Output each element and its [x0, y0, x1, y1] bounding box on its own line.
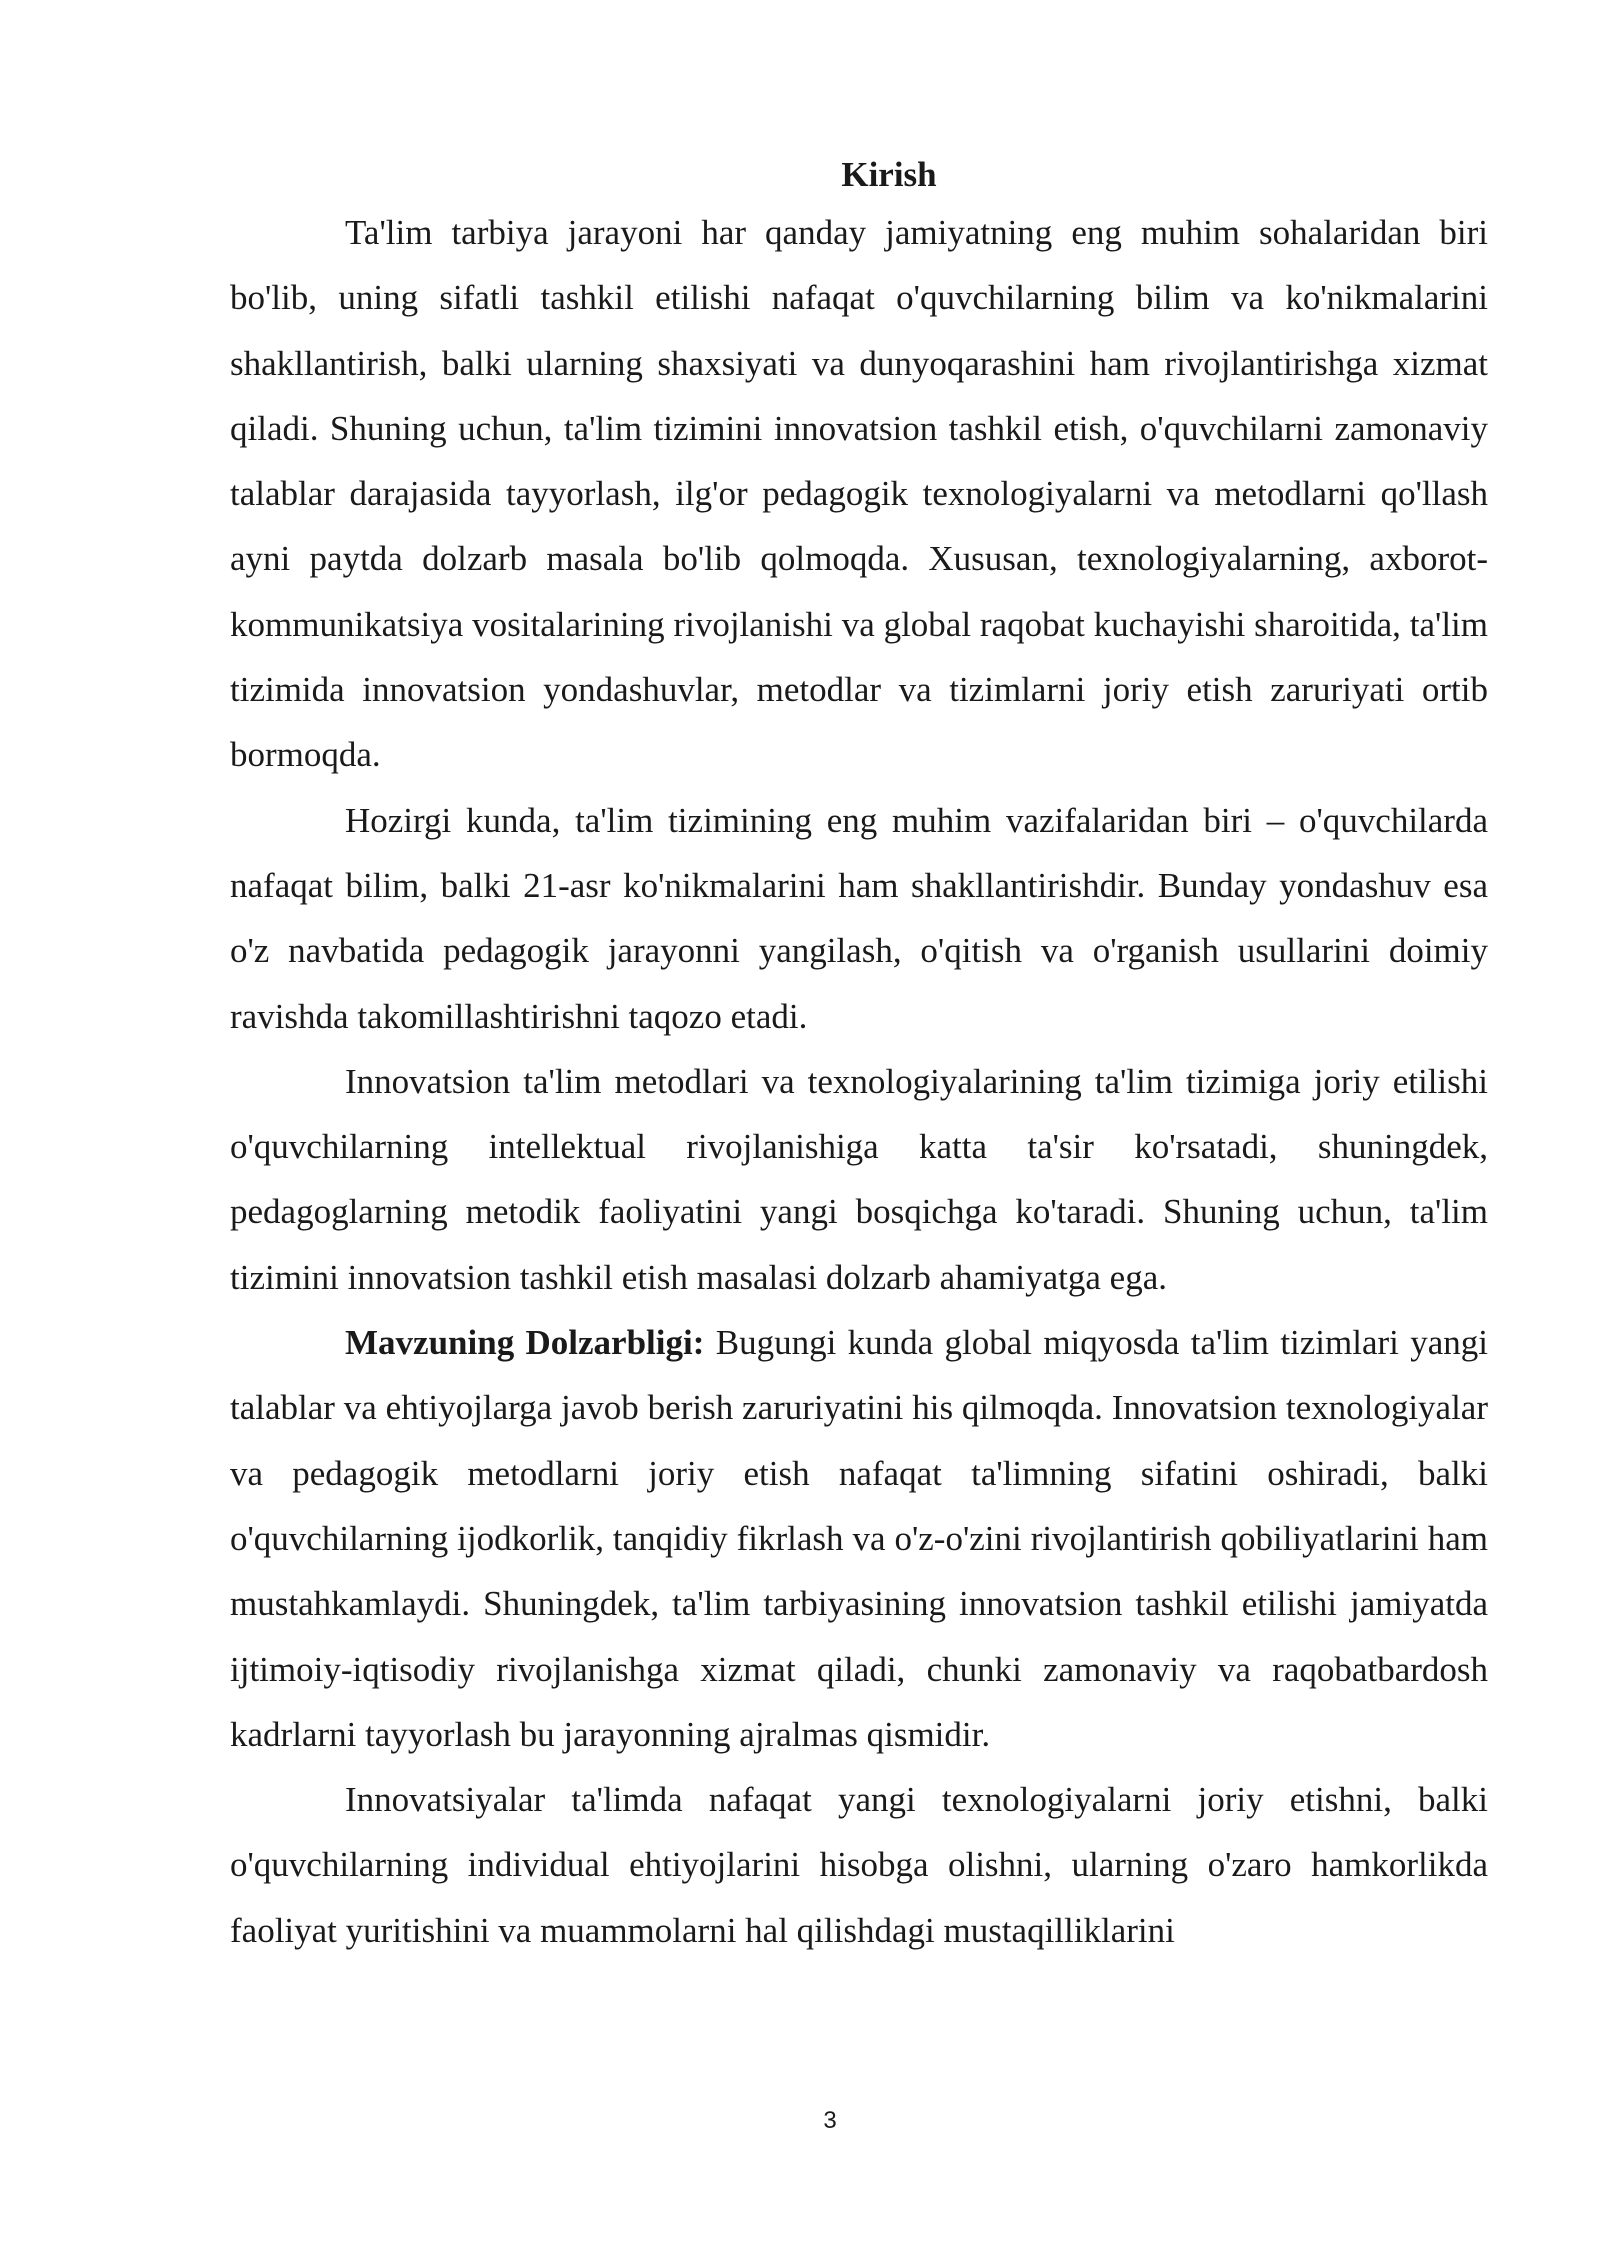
- paragraph-text: Ta'lim tarbiya jarayoni har qanday jamiyatning eng muhim sohalaridan biri bo'lib, uning sifatli tashkil etilishi nafaqat o'quvchilarning bilim va ko'nikmalarini shakllantirish, balki ularning shaxsiyati va dunyoqarashini ham rivojlantirishga xizmat qiladi. Shuning uchun, ta'lim tizimini innovatsion tashkil etish, o'quvchilarni zamonaviy talablar darajasida tayyorlash, ilg'or pedagogik texnologiyalarni va metodlarni qo'llash ayni paytda dolzarb masala bo'lib qolmoqda. Xususan, texnologiyalarning, axborot-kommunikatsiya vositalarining rivojlanishi va global raqobat kuchayishi sharoitida, ta'lim tizimida innovatsion yondashuvlar, metodlar va tizimlarni joriy etish zaruriyati ortib bormoqda.: [230, 213, 1488, 775]
- paragraph-lead: Mavzuning Dolzarbligi:: [345, 1323, 705, 1363]
- paragraph-innovations: [230, 1767, 1488, 1963]
- page-number: 3: [823, 2107, 837, 2134]
- paragraph-text: Hozirgi kunda, ta'lim tizimining eng muhim vazifalaridan biri – o'quvchilarda nafaqat bilim, balki 21-asr ko'nikmalarini ham shakllantirishdir. Bunday yondashuv esa o'z navbatida pedagogik jarayonni yangilash, o'qitish va o'rganish usullarini doimiy ravishda takomillashtirishni taqozo etadi.: [230, 800, 1488, 1036]
- paragraph-current-tasks: [230, 788, 1488, 1049]
- paragraph-text: Innovatsiyalar ta'limda nafaqat yangi texnologiyalarni joriy etishni, balki o'quvchilarning individual ehtiyojlarini hisobga olishni, ularning o'zaro hamkorlikda faoliyat yuritishini va muammolarni hal qilishdagi mustaqilliklarini: [230, 1780, 1488, 1950]
- paragraph-relevance: [230, 1310, 1488, 1767]
- paragraph-text: Bugungi kunda global miqyosda ta'lim tizimlari yangi talablar va ehtiyojlarga javob berish zaruriyatini his qilmoqda. Innovatsion texnologiyalar va pedagogik metodlarni joriy etish nafaqat ta'limning sifatini oshiradi, balki o'quvchilarning ijodkorlik, tanqidiy fikrlash va o'z-o'zini rivojlantirish qobiliyatlarini ham mustahkamlaydi. Shuningdek, ta'lim tarbiyasining innovatsion tashkil etilishi jamiyatda ijtimoiy-iqtisodiy rivojlanishga xizmat qiladi, chunki zamonaviy va raqobatbardosh kadrlarni tayyorlash bu jarayonning ajralmas qismidir.: [230, 1323, 1488, 1754]
- paragraph-innovative-methods: [230, 1049, 1488, 1310]
- paragraph-intro: [230, 200, 1488, 788]
- document-body: [230, 150, 1488, 1963]
- paragraph-text: Innovatsion ta'lim metodlari va texnologiyalarining ta'lim tizimiga joriy etilishi o'quvchilarning intellektual rivojlanishiga katta ta'sir ko'rsatadi, shuningdek, pedagoglarning metodik faoliyatini yangi bosqichga ko'taradi. Shuning uchun, ta'lim tizimini innovatsion tashkil etish masalasi dolzarb ahamiyatga ega.: [230, 1061, 1488, 1297]
- section-heading: Kirish: [841, 155, 937, 194]
